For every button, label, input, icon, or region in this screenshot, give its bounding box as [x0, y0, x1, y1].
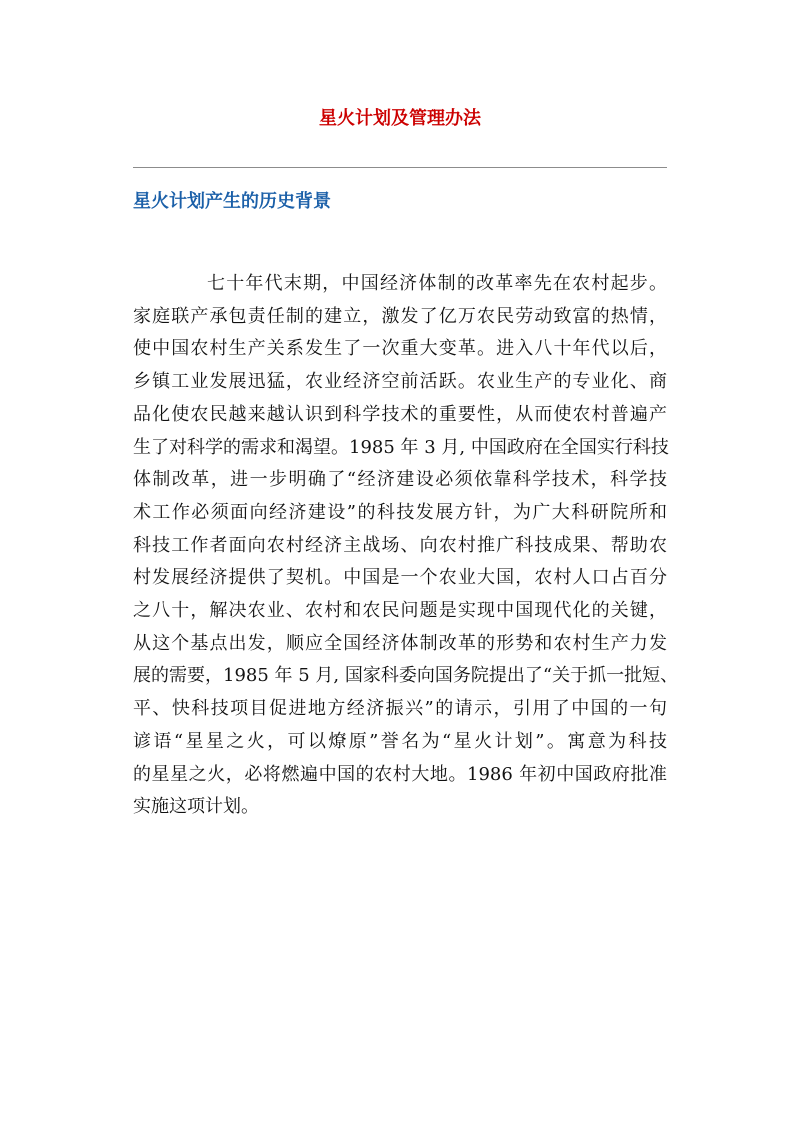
paragraph-line: 品化使农民越来越认识到科学技术的重要性，从而使农村普遍产 [133, 403, 667, 425]
title-divider [133, 167, 667, 168]
paragraph-line: 乡镇工业发展迅猛，农业经济空前活跃。农业生产的专业化、商 [133, 371, 667, 393]
paragraph-line: 谚语“星星之火，可以燎原”誉名为“星火计划”。寓意为科技 [133, 730, 667, 752]
paragraph-line: 从这个基点出发，顺应全国经济体制改革的形势和农村生产力发 [133, 632, 667, 654]
paragraph-line: 七十年代末期，中国经济体制的改革率先在农村起步。 [207, 273, 667, 294]
paragraph-line: 体制改革，进一步明确了“经济建设必须依靠科学技术，科学技 [133, 469, 667, 491]
paragraph-line: 村发展经济提供了契机。中国是一个农业大国，农村人口占百分 [133, 567, 667, 589]
paragraph-line: 术工作必须面向经济建设”的科技发展方针，为广大科研院所和 [133, 501, 667, 523]
paragraph-line: 家庭联产承包责任制的建立，激发了亿万农民劳动致富的热情， [133, 305, 667, 327]
paragraph-line: 平、快科技项目促进地方经济振兴”的请示，引用了中国的一句 [133, 698, 667, 720]
body-paragraph [133, 268, 679, 824]
paragraph-line: 使中国农村生产关系发生了一次重大变革。进入八十年代以后， [133, 338, 667, 360]
section-heading: 星火计划产生的历史背景 [133, 191, 331, 212]
paragraph-line: 之八十，解决农业、农村和农民问题是实现中国现代化的关键， [133, 600, 667, 622]
paragraph-line: 的星星之火，必将燃遍中国的农村大地。1986 年初中国政府批准 [133, 763, 667, 785]
paragraph-line: 实施这项计划。 [133, 796, 259, 818]
document-title: 星火计划及管理办法 [319, 108, 481, 129]
paragraph-line: 科技工作者面向农村经济主战场、向农村推广科技成果、帮助农 [133, 534, 667, 556]
paragraph-line: 生了对科学的需求和渴望。1985 年 3 月, 中国政府在全国实行科技 [133, 436, 669, 458]
paragraph-line: 展的需要，1985 年 5 月, 国家科委向国务院提出了“关于抓一批短、 [133, 665, 679, 687]
